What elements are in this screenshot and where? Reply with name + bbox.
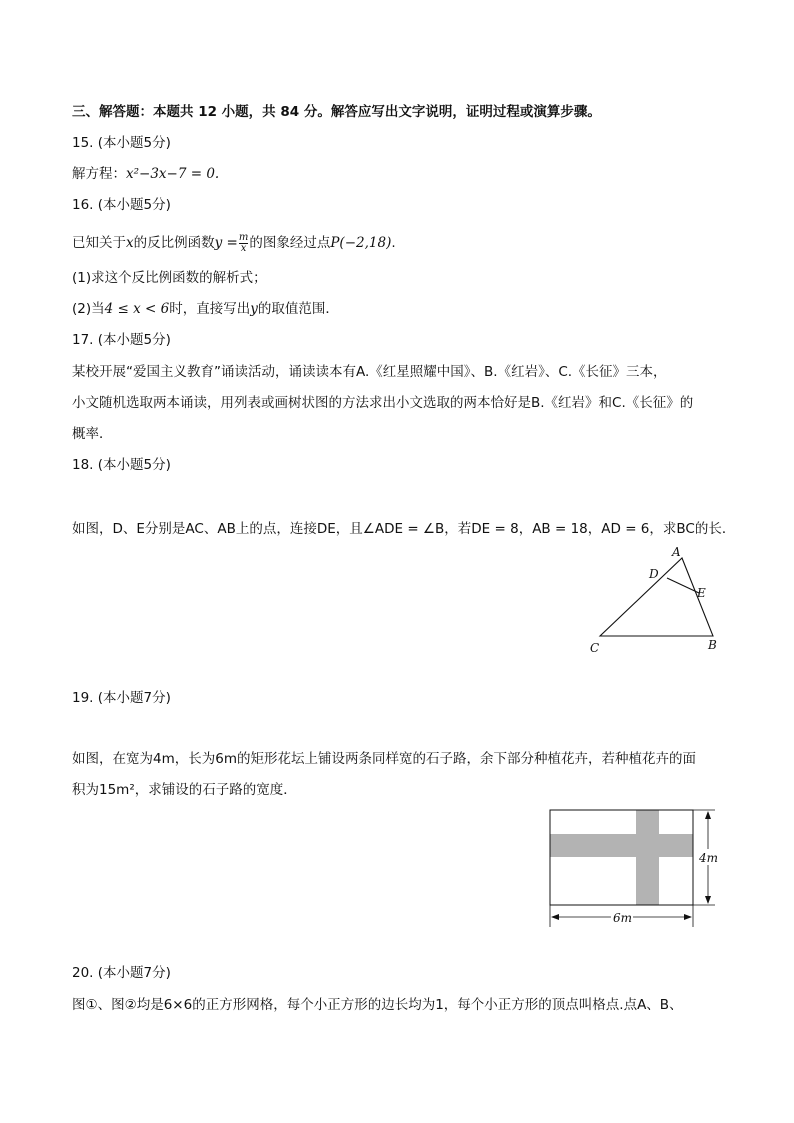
q17-line2: 小文随机选取两本诵读，用列表或画树状图的方法求出小文选取的两本恰好是B.《红岩》和C.《长征》的	[72, 395, 694, 411]
dim-height-label: 4m	[699, 851, 719, 865]
q16-text-a: 已知关于	[72, 235, 126, 251]
segment-de	[667, 578, 699, 593]
q16-part2-var: y	[250, 301, 258, 317]
q16-part1: (1)求这个反比例函数的解析式；	[72, 270, 267, 286]
q17-line1: 某校开展“爱国主义教育”诵读活动，诵读读本有A.《红星照耀中国》、B.《红岩》、C.《长征》三本，	[72, 364, 667, 380]
arrow-right	[684, 914, 692, 920]
q16-part2-c: 的取值范围．	[257, 301, 339, 317]
arrow-up	[705, 811, 711, 819]
q19-line1: 如图，在宽为4m，长为6m的矩形花坛上铺设两条同样宽的石子路，余下部分种植花卉，若种植花卉的面	[72, 751, 696, 767]
arrow-down	[705, 896, 711, 904]
horizontal-path	[550, 834, 693, 857]
q16-part2-range: 4 ≤ x < 6	[104, 301, 170, 317]
q16-body	[72, 230, 396, 256]
q16-text-c: 的图象经过点	[249, 235, 331, 251]
vertical-path	[636, 810, 659, 905]
q16-heading: 16. (本小题5分)	[72, 197, 171, 213]
label-b: B	[708, 638, 717, 652]
q15-label: 解方程：	[72, 166, 126, 182]
q19-garden-figure	[545, 805, 730, 930]
label-a: A	[672, 545, 681, 559]
q17-heading: 17. (本小题5分)	[72, 332, 171, 348]
q18-triangle-figure	[580, 540, 730, 660]
label-e: E	[697, 586, 706, 600]
q15-equation: x²−3x−7 = 0.	[126, 166, 220, 182]
dim-width-label: 6m	[613, 911, 633, 925]
q16-part2-b: 时，直接写出	[169, 301, 251, 317]
garden-rectangle	[550, 810, 693, 905]
q19-line2: 积为15m²，求铺设的石子路的宽度．	[72, 782, 297, 798]
q18-text: 如图，D、E分别是AC、AB上的点，连接DE，且∠ADE = ∠B，若DE = 8，AB = 18，AD = 6，求BC的长．	[72, 521, 736, 537]
q16-func-lhs: y =	[214, 235, 238, 251]
q15-heading: 15. (本小题5分)	[72, 135, 171, 151]
section-header: 三、解答题：本题共 12 小题，共 84 分。解答应写出文字说明，证明过程或演算步骤。	[72, 104, 601, 120]
q16-text-b: 的反比例函数	[133, 235, 215, 251]
arrow-left	[551, 914, 559, 920]
q16-frac-denominator: x	[240, 242, 247, 254]
q20-heading: 20. (本小题7分)	[72, 965, 171, 981]
q16-frac-numerator: m	[238, 231, 249, 243]
q16-fraction	[239, 233, 248, 254]
q17-line3: 概率．	[72, 426, 113, 442]
q20-line1: 图①、图②均是6×6的正方形网格，每个小正方形的边长均为1，每个小正方形的顶点叫格点.点A、B、	[72, 997, 683, 1013]
label-c: C	[590, 641, 600, 655]
q16-var-x: x	[126, 235, 134, 251]
q16-point: P(−2,18)	[330, 235, 392, 251]
q15-body	[72, 164, 219, 184]
label-d: D	[649, 567, 659, 581]
q16-part2-a: (2)当	[72, 301, 105, 317]
q18-heading: 18. (本小题5分)	[72, 457, 171, 473]
q16-part2	[72, 299, 339, 319]
q19-heading: 19. (本小题7分)	[72, 690, 171, 706]
q16-text-d: .	[391, 235, 396, 251]
